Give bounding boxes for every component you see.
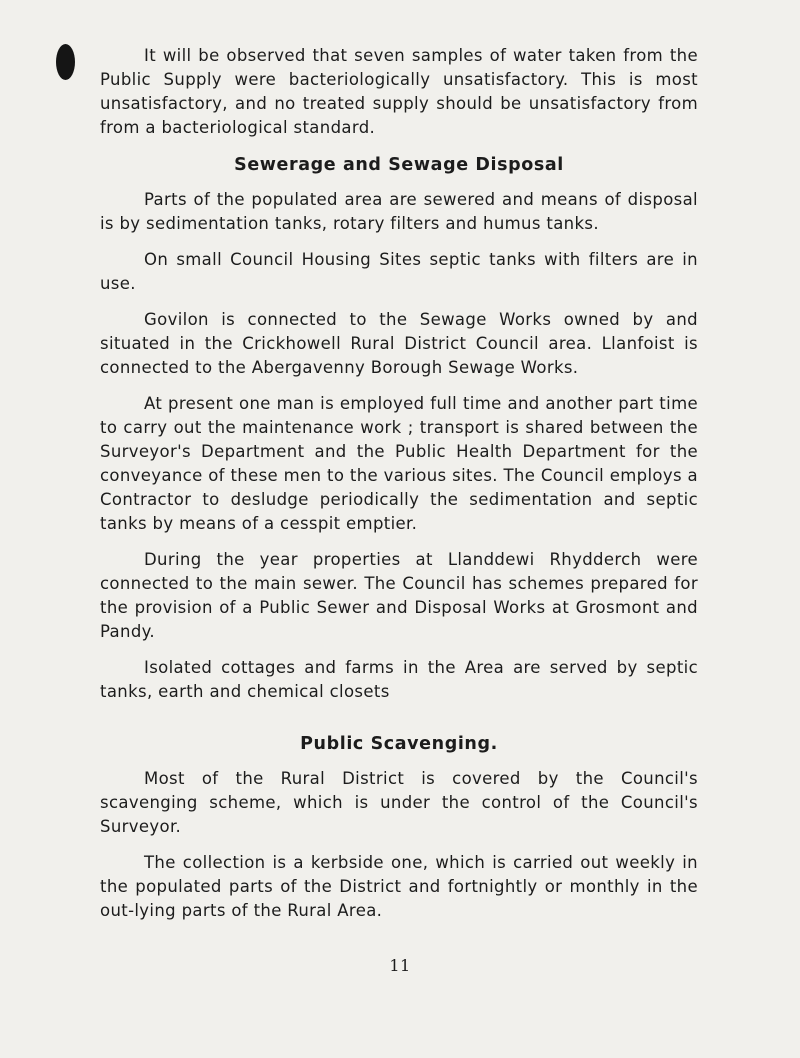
paragraph-water-samples: It will be observed that seven samples of water taken from the Public Supply were bacteriologically unsatisfactory. This is most unsatisfactory, and no treated supply should be unsatisfactory from from a bacteriological standard.	[100, 46, 698, 137]
paragraph-scavenging-scheme: Most of the Rural District is covered by the Council's scavenging scheme, which is under the control of the Council's Surveyor.	[100, 769, 698, 836]
paragraph-govilon: Govilon is connected to the Sewage Works owned by and situated in the Crickhowell Rural District Council area. Llanfoist is connected to the Abergavenny Borough Sewage Works.	[100, 310, 698, 377]
heading-sewerage: Sewerage and Sewage Disposal	[234, 155, 564, 175]
paragraph-sewered-area: Parts of the populated area are sewered and means of disposal is by sedimentation tanks, rotary filters and humus tanks.	[100, 190, 698, 233]
heading-public-scavenging: Public Scavenging.	[300, 734, 498, 754]
paragraph-housing-sites: On small Council Housing Sites septic tanks with filters are in use.	[100, 250, 698, 293]
paragraph-maintenance: At present one man is employed full time and another part time to carry out the maintenance work ; transport is shared between the Surveyor's Department and the Public Health Department for the conveyance of these men to the various sites. The Council employs a Contractor to desludge periodically the sedimentation and septic tanks by means of a cesspit emptier.	[100, 394, 698, 533]
document-body	[100, 44, 698, 923]
page-number: 11	[389, 956, 411, 975]
paragraph-isolated-cottages: Isolated cottages and farms in the Area are served by septic tanks, earth and chemical closets	[100, 658, 698, 701]
paragraph-llanddewi: During the year properties at Llanddewi Rhydderch were connected to the main sewer. The Council has schemes prepared for the provision of a Public Sewer and Disposal Works at Grosmont and Pandy.	[100, 550, 698, 641]
paragraph-collection: The collection is a kerbside one, which is carried out weekly in the populated parts of the District and fortnightly or monthly in the out-lying parts of the Rural Area.	[100, 853, 698, 920]
binding-hole-mark	[56, 44, 75, 80]
